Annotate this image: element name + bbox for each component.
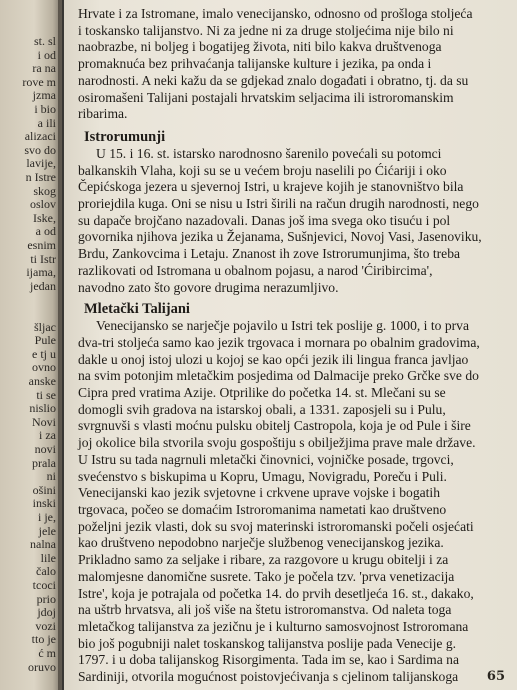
text-line: mletačkog talijanstva za jezičnu je i kulturno samosvojnost Istroromana xyxy=(78,618,469,634)
left-page-fragment: ti Istr xyxy=(30,251,56,266)
section-heading-mletacki-talijani: Mletački Talijani xyxy=(84,301,190,318)
left-page-fragment: lile xyxy=(40,550,56,565)
text-line: razlikovati od Istromana u obalnom pojasu, a narod 'Ćiribircima', xyxy=(78,262,433,278)
left-page-fragment: ovno xyxy=(32,360,56,375)
left-page-fragment: jedan xyxy=(30,278,56,293)
left-page-fragment: i bio xyxy=(34,102,56,116)
left-page-fragment: jzma xyxy=(32,88,56,103)
left-page-fragment: Novi xyxy=(32,414,56,429)
text-line: dva-tri stoljeća samo kao jezik trgovaca i mornara po obalnim gradovima, xyxy=(78,334,480,350)
text-line: naobrazbe, ni boljeg i bogatijeg života, niti bilo kakva društvenoga xyxy=(78,39,442,55)
section-heading-istrorumunji: Istrorumunji xyxy=(84,128,166,145)
left-page-fragment: i je, xyxy=(38,510,56,524)
text-line: Brdu, Zankovcima i Letaju. Znanost ih zove Istrorumunjima, što treba xyxy=(78,246,461,262)
left-page-fragment: i od xyxy=(37,47,56,62)
text-line: domogli svih gradova na istarskoj obali, a 1331. zaposjeli su i Pulu, xyxy=(78,401,446,417)
left-page-fragment: ti se xyxy=(36,387,56,402)
left-page-fragment: šljac xyxy=(34,319,56,334)
left-page-fragment: esnim xyxy=(27,238,56,252)
text-line: promaknuća bez prihvaćanja talijanske kulture i jezika, pa onda i xyxy=(78,56,432,72)
text-line: Cipra pred vratima Azije. Otprilike do početka 14. st. Mlečani su se xyxy=(78,385,446,401)
left-page-fragment: Iske, xyxy=(33,210,56,225)
left-page-fragment: lavije, xyxy=(26,156,56,171)
text-line: Prikladno samo za seljake i ribare, za razgovore u krugu obitelji i za xyxy=(78,552,449,568)
left-page-fragment: anske xyxy=(28,374,56,388)
left-page-fragment: svo do xyxy=(24,142,56,157)
left-page-fragment: jdoj xyxy=(37,605,56,620)
text-line: poželjni jezik vlasti, dok su svoj materinski istroromanski počeli osjećati xyxy=(78,518,474,534)
text-line: U Istru su tada nagrnuli mletački činovnici, vojničke posade, trgovci, xyxy=(78,451,454,467)
text-line: proriejdila kuga. Oni se nisu u Istri širili na račun drugih narodnosti, nego xyxy=(78,196,479,212)
left-page-edge xyxy=(0,0,62,690)
left-page-fragment: tcoci xyxy=(32,578,56,592)
left-page-fragment: st. sl xyxy=(33,34,56,48)
left-page-fragment: nislio xyxy=(29,401,56,416)
left-page-fragment: oslov xyxy=(29,197,56,212)
text-line: balkanskih Vlaha, koji su se u većem broju naselili po Ćićariji i oko xyxy=(78,162,447,178)
text-line: narodnosti. A neki kažu da se gdjekad znalo događati i obratno, tj. da su xyxy=(78,72,469,88)
left-page-fragment: nalna xyxy=(30,537,56,552)
left-page-fragment: čalo xyxy=(36,564,56,579)
left-page-fragment: inski xyxy=(32,496,56,511)
text-line: ribarima. xyxy=(78,106,128,122)
text-line: na uštrb hrvatsva, ali još više na štetu istroromanstva. Od naleta toga xyxy=(78,602,452,618)
text-line: su dapače brojčano nazadovali. Danas još ima svega oko tisuću i pol xyxy=(78,212,451,228)
text-line: govornika njihova jezika u Žejanama, Sušnjevici, Novoj Vasi, Jasenoviku, xyxy=(78,229,482,245)
left-page-fragment: ra na xyxy=(32,61,56,76)
istrorumunji-paragraph xyxy=(78,146,508,296)
left-page-fragment: prala xyxy=(32,455,56,470)
text-line: joj okolice bila stvorila svoju gospoštiju s obilježjima prave male države. xyxy=(78,435,476,451)
text-line: bio još pogubniji nalet toskanskog talijanstva poslije pada Venecije g. xyxy=(78,635,457,651)
left-page-fragment: prio xyxy=(36,591,56,606)
text-line: malomjesne danomične susrete. Tako je počela tzv. 'prva venetizacija xyxy=(78,568,455,584)
text-line: navodno zato što govore drugima nerazumljivo. xyxy=(78,279,339,295)
text-line: Istre', koja je potrajala od početka 14. do prvih desetljeća 16. st., dakako, xyxy=(78,585,474,601)
text-line: Venecijansko se narječje pojavilo u Istri tek poslije g. 1000, i to prva xyxy=(96,318,469,334)
book-page xyxy=(64,0,517,690)
text-line: svrgnuvši s vlasti moćnu pulsku obitelj Castropola, koja je od Pule i šire xyxy=(78,418,471,434)
text-line: trgovaca, počeo se domaćim Istroromanima nametati kao društveno xyxy=(78,501,447,517)
left-page-fragment: rove m xyxy=(22,74,56,89)
left-page-fragment: jele xyxy=(38,523,56,538)
text-line: svećenstvo s biskupima u Kopru, Umagu, Novigradu, Poreču i Puli. xyxy=(78,468,447,484)
left-page-fragment: Pule xyxy=(34,333,56,348)
page-text xyxy=(78,6,508,686)
left-page-fragment: ni xyxy=(46,469,56,484)
text-line: Sardiniji, otvorila mogućnost poistovjećivanja s cjelinom talijanskoga xyxy=(78,669,459,685)
left-page-fragment: alizaci xyxy=(24,129,56,144)
text-line: osiromašeni Talijani postajali hrvatskim seljacima ili istroromanskim xyxy=(78,89,454,105)
left-page-fragment: ošini xyxy=(32,482,56,497)
left-page-fragment: n Istre xyxy=(25,170,56,184)
left-page-fragment: vozi xyxy=(35,618,56,633)
intro-paragraph xyxy=(78,6,508,123)
left-page-fragment: i za xyxy=(39,428,56,443)
text-line: na svim potonjim mletačkim posjedima od Dalmacije preko Grčke sve do xyxy=(78,368,479,384)
text-line: 1797. i u doba talijanskog Risorgimenta. Tada im se, kao i Sardima na xyxy=(78,652,459,668)
text-line: dakle u onoj istoj ulozi u kojoj se kao opći jezik ili lingua franca javljao xyxy=(78,351,469,367)
left-page-fragment: novi xyxy=(34,442,56,456)
text-line: kao društveno nepodobno narječje službenog venecijanskog jezika. xyxy=(78,535,444,551)
text-line: Venecijanski kao jezik svjetovne i crkvene uprave vojske i bogatih xyxy=(78,485,441,501)
mletacki-talijani-paragraph xyxy=(78,318,508,685)
left-page-fragment: ć m xyxy=(38,646,56,660)
text-line: i toskansko talijanstvo. Ni za jedne ni za druge stoljećima nije bilo ni xyxy=(78,22,454,38)
left-page-fragment: a ili xyxy=(37,115,56,130)
left-page-fragment: tto je xyxy=(31,632,56,647)
text-line: Hrvate i za Istromane, imalo venecijansko, odnosno od prošloga stoljeća xyxy=(78,6,473,21)
left-page-fragment: skog xyxy=(33,183,56,198)
left-page-fragment: a od xyxy=(35,224,56,239)
text-line: U 15. i 16. st. istarsko narodnosno šarenilo povećali su potomci xyxy=(96,145,442,161)
left-page-fragment: e tj u xyxy=(32,346,56,361)
left-page-fragment: oruvo xyxy=(28,659,56,674)
page-number: 65 xyxy=(486,669,505,684)
left-page-fragment: ijama, xyxy=(26,265,56,280)
text-line: Čepićskoga jezera u sjevernoj Istri, u krajeve kojih je stanovništvo bila xyxy=(78,179,464,195)
